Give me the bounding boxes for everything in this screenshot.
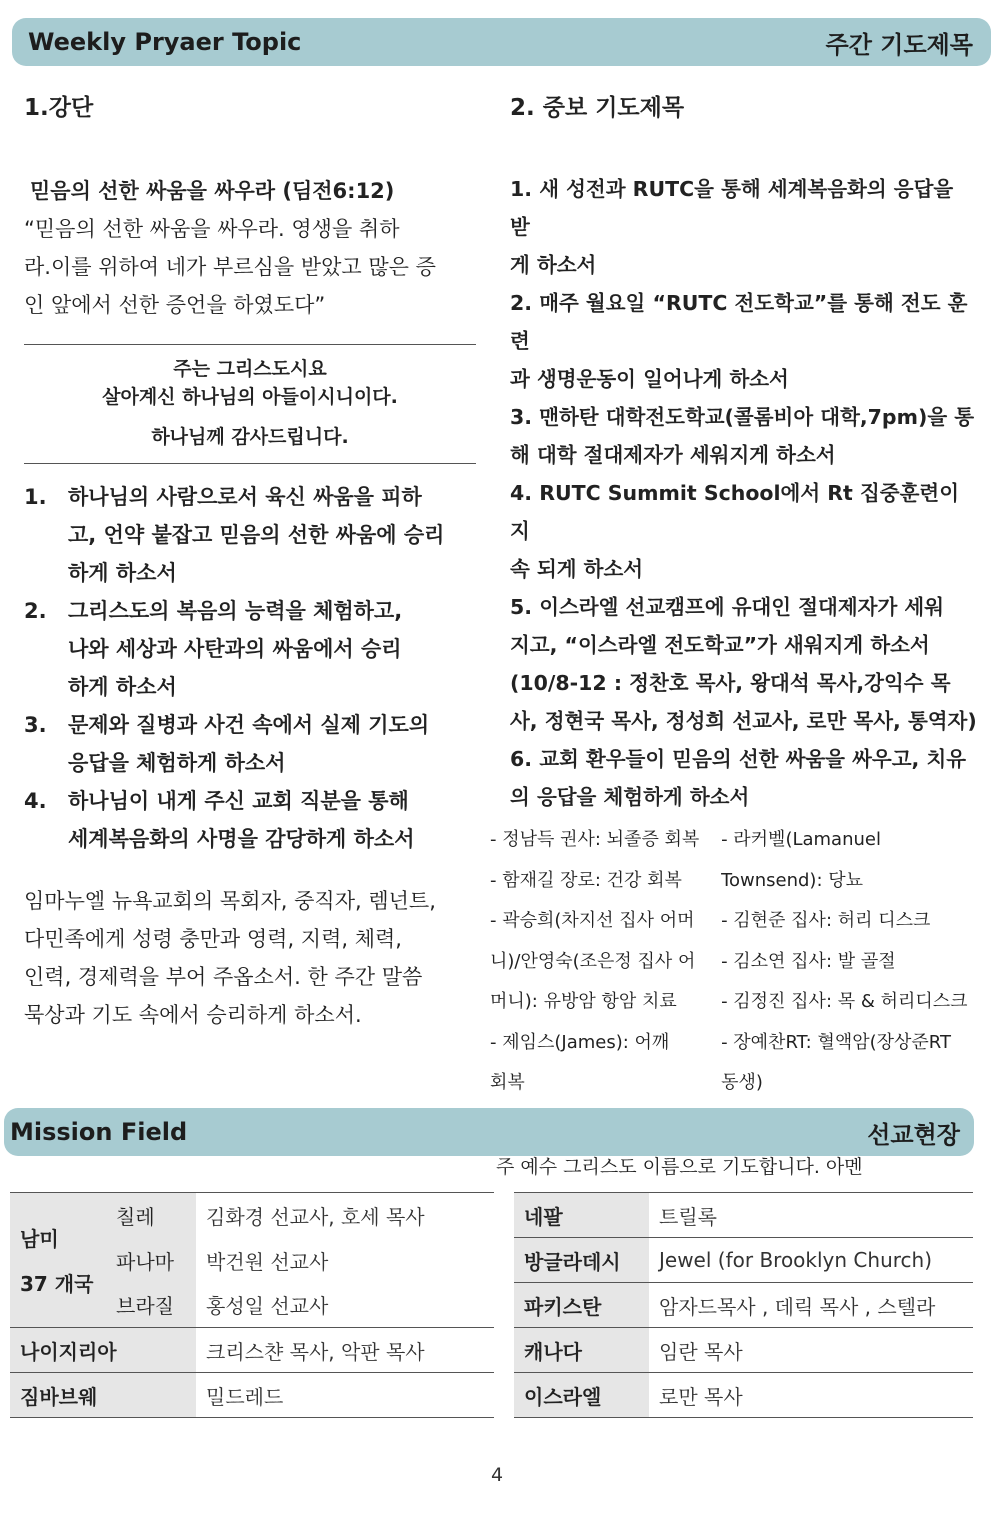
- missionary-cell: Jewel (for Brooklyn Church): [649, 1238, 973, 1283]
- intercession-line: 2. 매주 월요일 “RUTC 전도학교”를 통해 전도 훈련: [510, 291, 968, 353]
- country-cell: 네팔: [514, 1193, 649, 1238]
- prayer-line: 하게 하소서: [68, 675, 177, 699]
- country-cell: 브라질: [104, 1283, 196, 1328]
- prayer-number: 2.: [24, 599, 47, 623]
- name-line: - 곽승희(차지선 집사 어머: [490, 910, 695, 931]
- spacer: [494, 1373, 514, 1418]
- page-number: 4: [490, 1464, 504, 1486]
- missionary-cell: 로만 목사: [649, 1373, 973, 1418]
- missionary-cell: 트릴록: [649, 1193, 973, 1238]
- table-row: [10, 1328, 973, 1373]
- name-line: - 제임스(James): 어깨: [490, 1031, 670, 1053]
- spacer: [494, 1283, 514, 1328]
- missionary-cell: 박건원 선교사: [206, 1249, 329, 1274]
- country-cell: 파키스탄: [514, 1283, 649, 1328]
- region-count: 37 개국: [20, 1272, 94, 1296]
- name-line: - 함재길 장로: 건강 회복: [490, 869, 682, 891]
- intercession-line: 4. RUTC Summit School에서 Rt 집중훈련이 지: [510, 481, 960, 543]
- name-line: - 라커벨(Lamanuel: [721, 829, 881, 850]
- name-line: 머니): 유방암 항암 치료: [490, 991, 677, 1012]
- prayer-line: 고, 언약 붙잡고 믿음의 선한 싸움에 승리: [68, 523, 445, 547]
- intercession-line: 사, 정현국 목사, 정성희 선교사, 로만 목사, 통역자): [510, 709, 977, 733]
- missionary-cell: 홍성일 선교사: [196, 1283, 494, 1328]
- verse-text: [24, 210, 476, 324]
- amen-line: 주 예수 그리스도 이름으로 기도합니다. 아멘: [496, 1156, 863, 1178]
- verse-line: 라.이를 위하여 네가 부르심을 받았고 많은 증: [24, 255, 436, 279]
- prayer-line: 응답을 체험하게 하소서: [68, 751, 286, 775]
- mission-field-banner: [4, 1108, 974, 1156]
- prayer-line: 하나님의 사람으로서 육신 싸움을 피하: [68, 485, 422, 509]
- prayer-item: [24, 782, 476, 858]
- sick-members-list: [490, 820, 980, 1144]
- table-row: [10, 1193, 973, 1238]
- prayer-item: [24, 478, 476, 592]
- spacer: [494, 1193, 514, 1238]
- region-label: 남미: [20, 1227, 59, 1251]
- spacer: [494, 1238, 514, 1283]
- prayer-line: 세계복음화의 사명을 감당하게 하소서: [68, 827, 415, 851]
- prayer-number: 1.: [24, 485, 47, 509]
- divider: [24, 463, 476, 464]
- sick-members-col-1: [490, 820, 721, 1144]
- confession-block: [24, 345, 476, 463]
- intercession-list: [510, 170, 980, 816]
- intercession-line: 속 되게 하소서: [510, 557, 644, 581]
- name-line: 니)/안영숙(조은정 집사 어: [490, 950, 696, 972]
- name-line: - 장예찬RT: 혈액암(장상준RT: [721, 1031, 951, 1053]
- missionary-cell: 밀드레드: [196, 1373, 494, 1418]
- pulpit-column: [24, 90, 476, 1034]
- prayer-line: 나와 세상과 사탄과의 싸움에서 승리: [68, 637, 402, 661]
- pulpit-heading: 1.강단: [24, 95, 94, 121]
- intercession-line: 1. 새 성전과 RUTC을 통해 세계복음화의 응답을 받: [510, 177, 954, 239]
- mission-title-ko: 선교현장: [867, 1120, 960, 1149]
- prayer-line: 하나님이 내게 주신 교회 직분을 통해: [68, 789, 409, 813]
- country-cell: 파나마: [104, 1238, 196, 1283]
- closing-line: 임마누엘 뉴욕교회의 목회자, 중직자, 렘넌트,: [24, 889, 436, 913]
- name-line: 회복: [490, 1072, 525, 1093]
- intercession-line: 게 하소서: [510, 253, 597, 277]
- missionary-cell: 암자드목사 , 데릭 목사 , 스텔라: [649, 1283, 973, 1328]
- prayer-line: 그리스도의 복음의 능력을 체험하고,: [68, 599, 403, 623]
- name-line: Townsend): 당뇨: [721, 869, 864, 891]
- name-line: - 김정진 집사: 목 & 허리디스크: [721, 991, 968, 1012]
- intercession-line: 6. 교회 환우들이 믿음의 선한 싸움을 싸우고, 치유: [510, 747, 967, 771]
- verse-reference: 믿음의 선한 싸움을 싸우라 (딤전6:12): [30, 179, 395, 203]
- closing-line: 다민족에게 성령 충만과 영력, 지력, 체력,: [24, 927, 402, 951]
- closing-prayer: [24, 882, 476, 1034]
- name-line: - 정남득 권사: 뇌졸증 회복: [490, 829, 700, 850]
- mission-table: [10, 1192, 973, 1418]
- prayer-number: 4.: [24, 789, 47, 813]
- intercession-line: 의 응답을 체험하게 하소서: [510, 785, 750, 809]
- sick-members-col-2: [721, 820, 980, 1144]
- country-cell: 짐바브웨: [10, 1373, 196, 1418]
- thanks-line: 하나님께 감사드립니다.: [151, 426, 349, 448]
- confession-line: 주는 그리스도시요: [173, 358, 327, 380]
- region-cell: [10, 1193, 104, 1328]
- verse-line: “믿음의 선한 싸움을 싸우라. 영생을 취하: [24, 217, 400, 241]
- pulpit-prayer-list: [24, 478, 476, 858]
- country-cell: 나이지리아: [10, 1328, 196, 1373]
- intercession-line: 해 대학 절대제자가 세워지게 하소서: [510, 443, 836, 467]
- prayer-line: 하게 하소서: [68, 561, 177, 585]
- intercession-column: [490, 90, 980, 1179]
- prayer-item: [24, 592, 476, 706]
- country-cell: 캐나다: [514, 1328, 649, 1373]
- weekly-prayer-banner: [12, 18, 991, 66]
- intercession-line: 과 생명운동이 일어나게 하소서: [510, 367, 789, 391]
- closing-line: 인력, 경제력을 부어 주옵소서. 한 주간 말씀: [24, 965, 423, 989]
- name-line: 동생): [721, 1072, 763, 1093]
- prayer-item: [24, 706, 476, 782]
- confession-line: 살아계신 하나님의 아들이시니이다.: [102, 386, 398, 408]
- spacer: [494, 1328, 514, 1373]
- intercession-heading: 2. 중보 기도제목: [510, 95, 685, 121]
- intercession-line: (10/8-12 : 정찬호 목사, 왕대석 목사,강익수 목: [510, 671, 951, 695]
- country-cell: 방글라데시: [514, 1238, 649, 1283]
- intercession-line: 3. 맨하탄 대학전도학교(콜롬비아 대학,7pm)을 통: [510, 405, 975, 429]
- missionary-cell: 크리스챤 목사, 악판 목사: [196, 1328, 494, 1373]
- intercession-line: 지고, “이스라엘 전도학교”가 새워지게 하소서: [510, 633, 930, 657]
- name-line: - 김소연 집사: 발 골절: [721, 950, 896, 972]
- missionary-cell: 김화경 선교사, 호세 목사: [196, 1193, 494, 1238]
- verse-line: 인 앞에서 선한 증언을 하였도다”: [24, 293, 326, 317]
- table-row: [10, 1283, 973, 1328]
- missionary-cell: 임란 목사: [649, 1328, 973, 1373]
- prayer-number: 3.: [24, 713, 47, 737]
- mission-title-en: Mission Field: [10, 1118, 188, 1146]
- country-cell: 이스라엘: [514, 1373, 649, 1418]
- country-cell: 칠레: [104, 1193, 196, 1238]
- closing-line: 묵상과 기도 속에서 승리하게 하소서.: [24, 1003, 362, 1027]
- prayer-line: 문제와 질병과 사건 속에서 실제 기도의: [68, 713, 430, 737]
- weekly-title-en: Weekly Pryaer Topic: [28, 28, 302, 56]
- table-row: [10, 1238, 973, 1283]
- intercession-line: 5. 이스라엘 선교캠프에 유대인 절대제자가 세워: [510, 595, 944, 619]
- weekly-title-ko: 주간 기도제목: [825, 30, 973, 59]
- table-row: [10, 1373, 973, 1418]
- name-line: - 김현준 집사: 허리 디스크: [721, 910, 931, 931]
